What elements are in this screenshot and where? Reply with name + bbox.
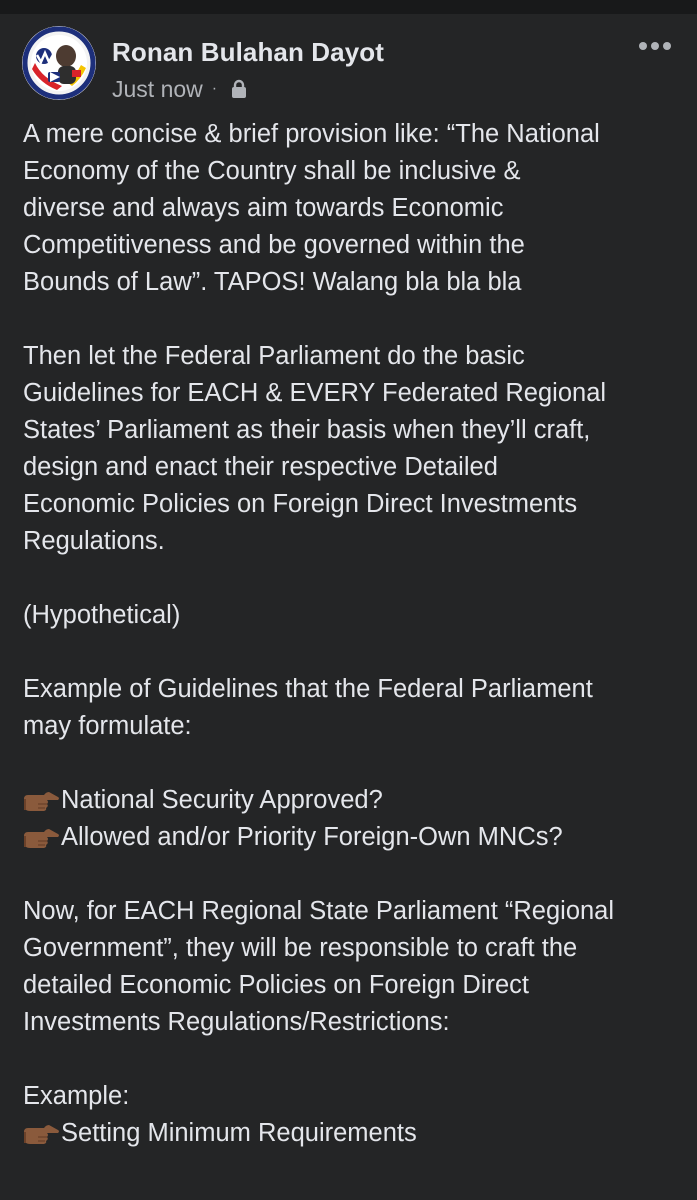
body-line: Competitiveness and be governed within the <box>23 231 525 259</box>
body-line: Example: <box>23 1082 130 1110</box>
body-line: Guidelines for EACH & EVERY Federated Regional <box>23 379 607 407</box>
post-header <box>22 26 672 106</box>
post-meta <box>112 74 249 104</box>
lock-icon[interactable] <box>229 78 249 100</box>
paragraph-gap <box>23 634 683 671</box>
body-line: (Hypothetical) <box>23 601 181 629</box>
feed-divider <box>0 0 697 14</box>
paragraph-gap <box>23 301 683 338</box>
author-name[interactable]: Ronan Bulahan Dayot <box>112 37 385 67</box>
meta-separator: · <box>211 80 218 97</box>
more-options-icon[interactable] <box>638 40 672 52</box>
body-line: States’ Parliament as their basis when they’ll craft, <box>23 416 591 444</box>
bullet-text: Allowed and/or Priority Foreign-Own MNCs? <box>61 823 563 851</box>
post-body <box>23 116 683 1152</box>
bullet-item <box>23 782 683 819</box>
paragraph-gap <box>23 560 683 597</box>
avatar[interactable] <box>22 26 96 100</box>
body-line: Bounds of Law”. TAPOS! Walang bla bla bla <box>23 268 522 296</box>
body-line: Example of Guidelines that the Federal Parliament <box>23 675 593 703</box>
body-line: may formulate: <box>23 712 192 740</box>
bullet-text: Setting Minimum Requirements <box>61 1119 417 1147</box>
paragraph-gap <box>23 1041 683 1078</box>
pointing-right-hand-icon <box>23 1123 61 1145</box>
body-line: Then let the Federal Parliament do the basic <box>23 342 525 370</box>
pointing-right-hand-icon <box>23 790 61 812</box>
bullet-text: National Security Approved? <box>61 786 383 814</box>
paragraph-gap <box>23 856 683 893</box>
body-line: detailed Economic Policies on Foreign Direct <box>23 971 529 999</box>
pointing-right-hand-icon <box>23 827 61 849</box>
body-line: Government”, they will be responsible to craft the <box>23 934 578 962</box>
facebook-post <box>0 14 697 1200</box>
body-line: Now, for EACH Regional State Parliament “Regional <box>23 897 615 925</box>
post-time[interactable]: Just now <box>112 75 203 102</box>
body-line: Economic Policies on Foreign Direct Investments <box>23 490 578 518</box>
bullet-item <box>23 819 683 856</box>
profile-photo-icon <box>22 26 96 100</box>
body-line: Economy of the Country shall be inclusive & <box>23 157 521 185</box>
body-line: Investments Regulations/Restrictions: <box>23 1008 450 1036</box>
body-line: design and enact their respective Detailed <box>23 453 498 481</box>
paragraph-gap <box>23 745 683 782</box>
bullet-item <box>23 1115 683 1152</box>
body-line: diverse and always aim towards Economic <box>23 194 504 222</box>
body-line: Regulations. <box>23 527 165 555</box>
body-line: A mere concise & brief provision like: “The National <box>23 120 600 148</box>
